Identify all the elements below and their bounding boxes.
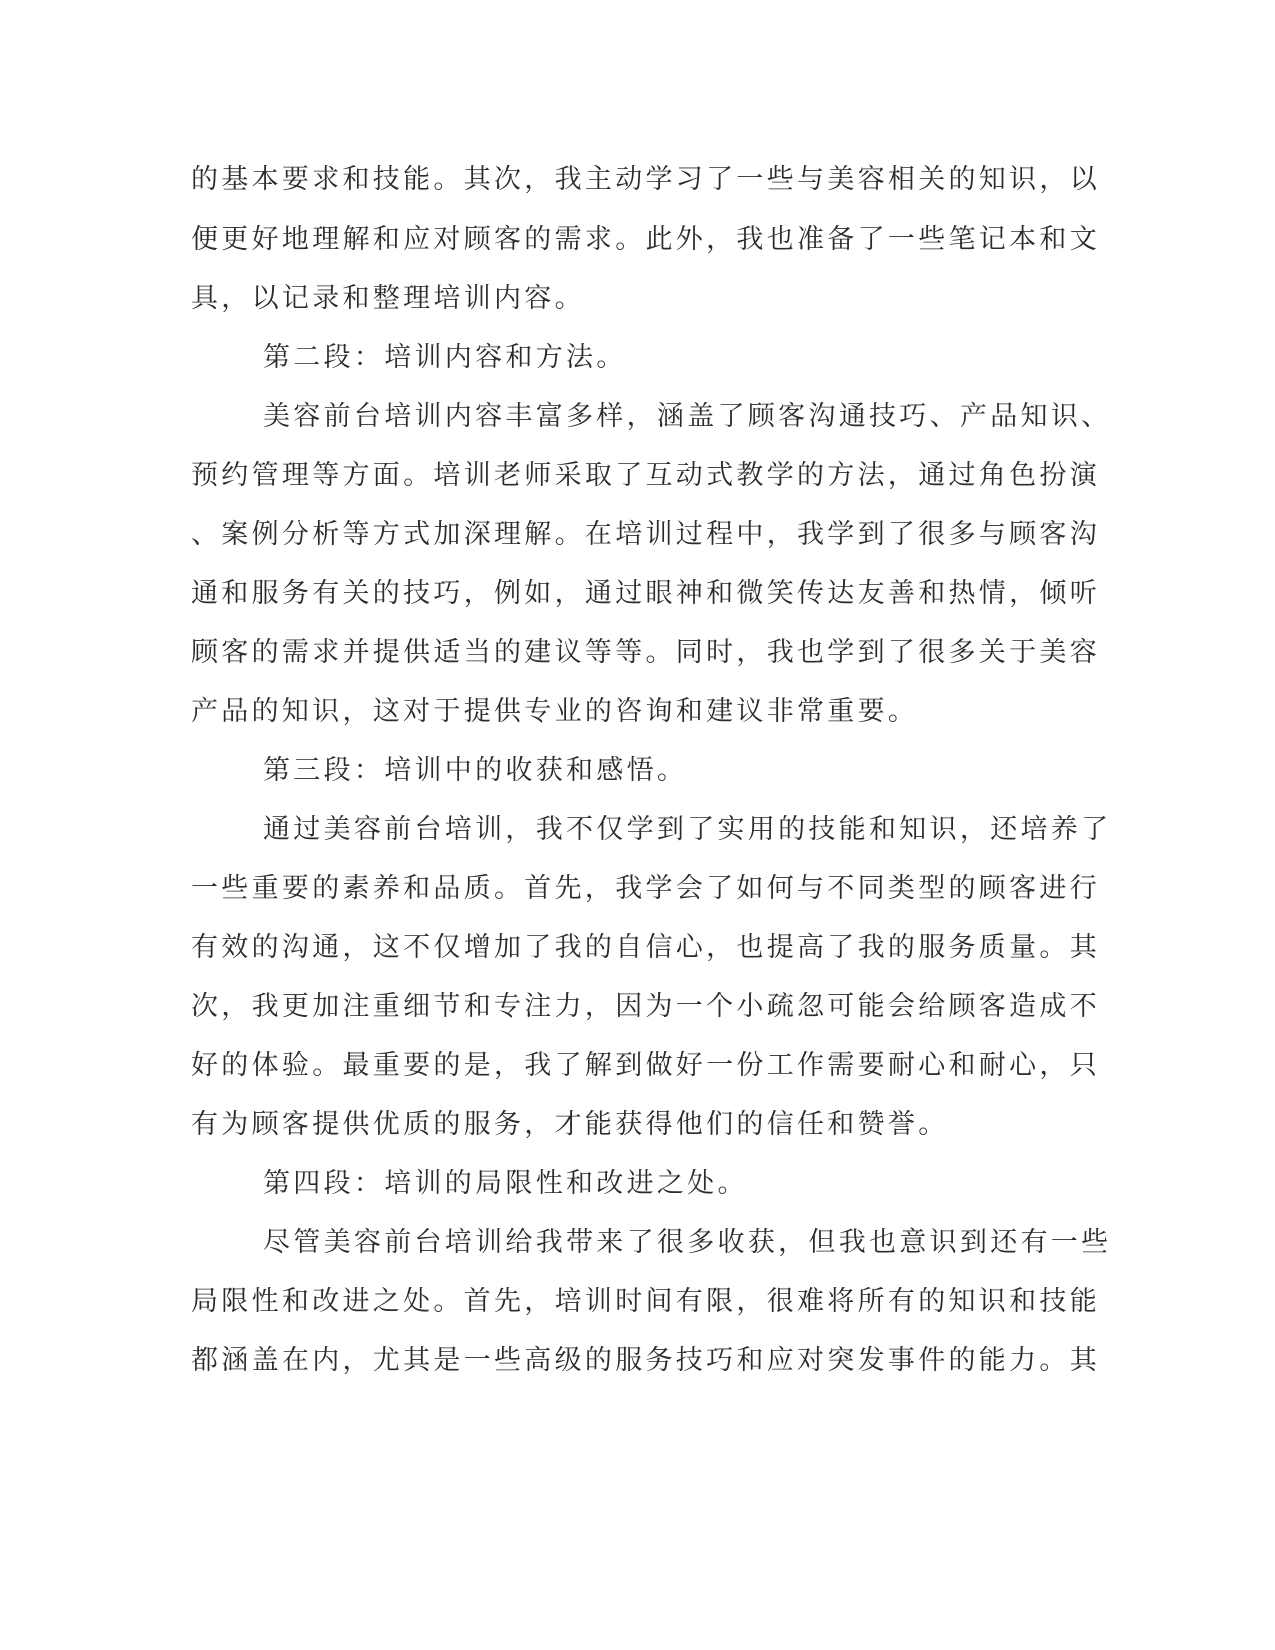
paragraph-line: 通和服务有关的技巧，例如，通过眼神和微笑传达友善和热情，倾听	[191, 578, 1100, 609]
paragraph-line: 、案例分析等方式加深理解。在培训过程中，我学到了很多与顾客沟	[191, 519, 1100, 550]
paragraph-line: 尽管美容前台培训给我带来了很多收获，但我也意识到还有一些	[263, 1227, 1112, 1258]
paragraph-line: 一些重要的素养和品质。首先，我学会了如何与不同类型的顾客进行	[191, 873, 1100, 904]
paragraph-line: 通过美容前台培训，我不仅学到了实用的技能和知识，还培养了	[263, 814, 1112, 845]
paragraph-line: 产品的知识，这对于提供专业的咨询和建议非常重要。	[191, 696, 919, 727]
paragraph-line: 有效的沟通，这不仅增加了我的自信心，也提高了我的服务质量。其	[191, 932, 1100, 963]
paragraph-line: 都涵盖在内，尤其是一些高级的服务技巧和应对突发事件的能力。其	[191, 1345, 1100, 1376]
paragraph-line: 具，以记录和整理培训内容。	[191, 283, 585, 314]
paragraph-line: 美容前台培训内容丰富多样，涵盖了顾客沟通技巧、产品知识、	[263, 401, 1112, 432]
paragraph-line: 顾客的需求并提供适当的建议等等。同时，我也学到了很多关于美容	[191, 637, 1100, 668]
paragraph-line: 次，我更加注重细节和专注力，因为一个小疏忽可能会给顾客造成不	[191, 991, 1100, 1022]
paragraph-line: 局限性和改进之处。首先，培训时间有限，很难将所有的知识和技能	[191, 1286, 1100, 1317]
paragraph-line: 预约管理等方面。培训老师采取了互动式教学的方法，通过角色扮演	[191, 460, 1100, 491]
paragraph-line: 便更好地理解和应对顾客的需求。此外，我也准备了一些笔记本和文	[191, 224, 1100, 255]
section-heading: 第二段：培训内容和方法。	[263, 342, 627, 373]
paragraph-line: 好的体验。最重要的是，我了解到做好一份工作需要耐心和耐心，只	[191, 1050, 1100, 1081]
section-heading: 第四段：培训的局限性和改进之处。	[263, 1168, 748, 1199]
paragraph-line: 有为顾客提供优质的服务，才能获得他们的信任和赞誉。	[191, 1109, 949, 1140]
section-heading: 第三段：培训中的收获和感悟。	[263, 755, 688, 786]
paragraph-line: 的基本要求和技能。其次，我主动学习了一些与美容相关的知识，以	[191, 164, 1100, 195]
